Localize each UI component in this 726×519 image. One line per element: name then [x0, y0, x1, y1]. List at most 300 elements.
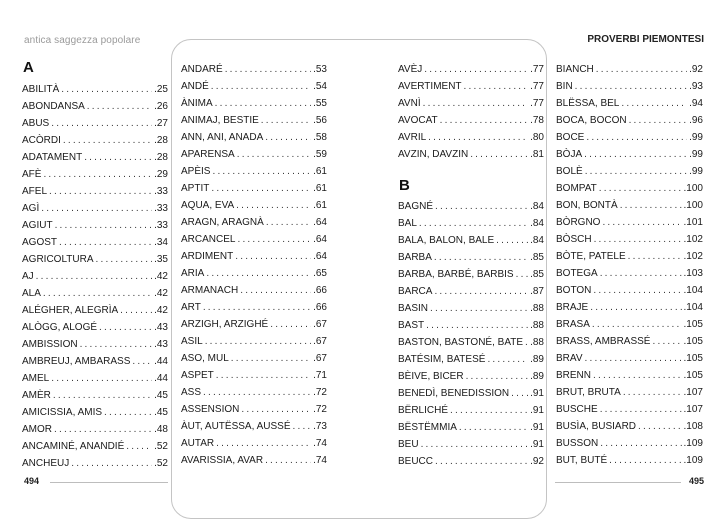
index-entry	[22, 455, 168, 472]
index-entry	[556, 384, 703, 401]
index-entry	[22, 285, 168, 302]
entry-word: BUSSON	[556, 438, 599, 449]
index-entry	[22, 115, 168, 132]
entry-word: AMBREUJ, AMBARASS	[22, 356, 131, 367]
leader-dots	[435, 198, 528, 215]
entry-word: BUSCHE	[556, 404, 598, 415]
leader-dots	[87, 98, 152, 115]
entry-word: BARCA	[398, 286, 433, 297]
entry-page: .102	[683, 234, 703, 245]
entry-page: .35	[154, 254, 168, 265]
index-entry	[398, 146, 544, 163]
entry-word: BENEDÌ, BENEDISSION	[398, 388, 510, 399]
entry-page: .108	[683, 421, 703, 432]
entry-page: .85	[530, 252, 544, 263]
entry-page: .74	[313, 455, 327, 466]
entry-page: .67	[313, 336, 327, 347]
index-entry	[22, 251, 168, 268]
leader-dots	[43, 166, 152, 183]
entry-word: BRAJE	[556, 302, 589, 313]
leader-dots	[211, 180, 311, 197]
leader-dots	[585, 163, 687, 180]
entry-page: .34	[154, 237, 168, 248]
entry-word: ANCHEUJ	[22, 458, 70, 469]
index-entry	[398, 283, 544, 300]
entry-page: .94	[689, 98, 703, 109]
index-entry	[181, 78, 327, 95]
leader-dots	[440, 112, 528, 129]
entry-page: .105	[683, 370, 703, 381]
footer-rule-left	[50, 482, 168, 483]
entry-word: BEUCC	[398, 456, 434, 467]
entry-page: .56	[313, 115, 327, 126]
leader-dots	[225, 61, 311, 78]
entry-page: .64	[313, 217, 327, 228]
entry-word: AVARISSIA, AVAR	[181, 455, 264, 466]
entry-word: BALA, BALON, BALE	[398, 235, 495, 246]
leader-dots	[435, 453, 528, 470]
index-entry	[556, 78, 703, 95]
leader-dots	[592, 316, 682, 333]
index-entry	[181, 435, 327, 452]
entry-page: .104	[683, 302, 703, 313]
entry-page: .55	[313, 98, 327, 109]
entry-word: ADATAMENT	[22, 152, 83, 163]
entry-page: .88	[530, 303, 544, 314]
index-entry	[556, 180, 703, 197]
entry-word: ALÒGG, ALOGÉ	[22, 322, 98, 333]
index-entry	[181, 333, 327, 350]
entry-page: .107	[683, 387, 703, 398]
entry-word: BRUT, BRUTA	[556, 387, 621, 398]
entry-page: .58	[313, 132, 327, 143]
leader-dots	[594, 231, 682, 248]
entry-page: .25	[154, 84, 168, 95]
index-entry	[556, 435, 703, 452]
entry-page: .48	[154, 424, 168, 435]
leader-dots	[584, 146, 687, 163]
leader-dots	[593, 367, 682, 384]
leader-dots	[205, 333, 311, 350]
entry-page: .87	[530, 286, 544, 297]
leader-dots	[126, 438, 152, 455]
entry-page: .91	[530, 388, 544, 399]
leader-dots	[96, 251, 153, 268]
leader-dots	[585, 350, 682, 367]
entry-page: .28	[154, 135, 168, 146]
index-entry	[556, 129, 703, 146]
entry-word: ABONDANSA	[22, 101, 85, 112]
running-header-left: antica saggezza popolare	[24, 35, 141, 46]
entry-page: .96	[689, 115, 703, 126]
index-entry	[22, 217, 168, 234]
leader-dots	[132, 353, 152, 370]
leader-dots	[216, 435, 311, 452]
entry-page: .67	[313, 353, 327, 364]
index-entry	[22, 404, 168, 421]
entry-word: ART	[181, 302, 201, 313]
entry-word: BRASS, AMBRASSÉ	[556, 336, 651, 347]
entry-page: .99	[689, 132, 703, 143]
entry-word: AQUA, EVA	[181, 200, 235, 211]
entry-page: .92	[689, 64, 703, 75]
index-entry	[181, 163, 327, 180]
index-entry	[181, 367, 327, 384]
entry-word: AMICISSIA, AMIS	[22, 407, 103, 418]
entry-word: AMOR	[22, 424, 52, 435]
entry-page: .61	[313, 166, 327, 177]
entry-page: .27	[154, 118, 168, 129]
index-entry	[22, 302, 168, 319]
index-entry	[22, 200, 168, 217]
entry-word: BRASA	[556, 319, 590, 330]
entry-word: AGIUT	[22, 220, 53, 231]
entry-word: AMÈR	[22, 390, 51, 401]
entry-page: .109	[683, 455, 703, 466]
leader-dots	[487, 351, 528, 368]
entry-page: .73	[313, 421, 327, 432]
entry-page: .44	[154, 373, 168, 384]
entry-word: BARBA, BARBÉ, BARBIS	[398, 269, 514, 280]
index-entry	[398, 95, 544, 112]
entry-word: BÒJA	[556, 149, 583, 160]
entry-word: ARDIMENT	[181, 251, 234, 262]
index-column-2	[181, 61, 327, 469]
entry-page: .80	[530, 132, 544, 143]
leader-dots	[206, 265, 311, 282]
leader-dots	[586, 129, 687, 146]
entry-page: .42	[154, 305, 168, 316]
index-entry	[22, 98, 168, 115]
entry-page: .107	[683, 404, 703, 415]
leader-dots	[241, 401, 311, 418]
entry-page: .45	[154, 407, 168, 418]
index-entry	[22, 234, 168, 251]
leader-dots	[434, 249, 528, 266]
index-entry	[22, 336, 168, 353]
leader-dots	[120, 302, 152, 319]
index-entry	[181, 452, 327, 469]
entry-page: .42	[154, 271, 168, 282]
leader-dots	[266, 214, 311, 231]
entry-page: .52	[154, 458, 168, 469]
index-entry	[181, 112, 327, 129]
leader-dots	[652, 333, 681, 350]
entry-page: .59	[313, 149, 327, 160]
leader-dots	[600, 265, 682, 282]
entry-word: BOTEGA	[556, 268, 598, 279]
entry-word: ABUS	[22, 118, 50, 129]
index-entry	[22, 183, 168, 200]
index-entry	[22, 387, 168, 404]
index-entry	[22, 166, 168, 183]
entry-page: .77	[530, 98, 544, 109]
index-entry	[22, 353, 168, 370]
index-entry	[181, 265, 327, 282]
entry-page: .85	[530, 269, 544, 280]
entry-word: ARMANACH	[181, 285, 239, 296]
index-entry	[22, 81, 168, 98]
leader-dots	[623, 384, 682, 401]
index-entry	[22, 421, 168, 438]
leader-dots	[423, 95, 528, 112]
entry-word: BASIN	[398, 303, 429, 314]
entry-word: BATÉSIM, BATESÉ	[398, 354, 486, 365]
index-entry	[22, 132, 168, 149]
entry-word: AFÈ	[22, 169, 42, 180]
entry-word: ÀNIMA	[181, 98, 213, 109]
page-number-left: 494	[24, 476, 40, 486]
index-entry	[181, 350, 327, 367]
entry-page: .104	[683, 285, 703, 296]
entry-word: BËSTËMMIA	[398, 422, 457, 433]
leader-dots	[216, 367, 311, 384]
index-entry	[556, 265, 703, 282]
leader-dots	[459, 419, 528, 436]
entry-page: .84	[530, 235, 544, 246]
leader-dots	[59, 234, 152, 251]
index-entry	[181, 95, 327, 112]
leader-dots	[203, 384, 311, 401]
leader-dots	[99, 319, 152, 336]
entry-page: .109	[683, 438, 703, 449]
index-entry	[398, 112, 544, 129]
index-entry	[181, 214, 327, 231]
index-entry	[398, 215, 544, 232]
leader-dots	[51, 370, 152, 387]
leader-dots	[237, 231, 311, 248]
entry-page: .72	[313, 387, 327, 398]
entry-page: .43	[154, 339, 168, 350]
index-entry	[398, 78, 544, 95]
index-column-3-b-section	[398, 198, 544, 470]
entry-page: .91	[530, 439, 544, 450]
leader-dots	[525, 334, 528, 351]
entry-word: AGÌ	[22, 203, 40, 214]
leader-dots	[496, 232, 528, 249]
leader-dots	[211, 78, 311, 95]
index-entry	[181, 299, 327, 316]
entry-page: .65	[313, 268, 327, 279]
leader-dots	[54, 421, 152, 438]
entry-page: .99	[689, 149, 703, 160]
entry-page: .33	[154, 186, 168, 197]
index-entry	[398, 351, 544, 368]
index-entry	[22, 438, 168, 455]
leader-dots	[470, 146, 528, 163]
entry-word: AUTAR	[181, 438, 215, 449]
leader-dots	[464, 78, 529, 95]
entry-page: .89	[530, 371, 544, 382]
footer-rule-right	[555, 482, 681, 483]
leader-dots	[575, 78, 687, 95]
index-entry	[398, 368, 544, 385]
leader-dots	[104, 404, 152, 421]
entry-page: .54	[313, 81, 327, 92]
entry-page: .99	[689, 166, 703, 177]
entry-page: .102	[683, 251, 703, 262]
entry-word: BAL	[398, 218, 417, 229]
entry-word: BÒTE, PATELE	[556, 251, 626, 262]
leader-dots	[620, 197, 682, 214]
entry-word: BEU	[398, 439, 419, 450]
entry-word: AVNÌ	[398, 98, 421, 109]
entry-word: ASS	[181, 387, 202, 398]
index-entry	[181, 401, 327, 418]
leader-dots	[600, 435, 681, 452]
entry-word: BËRLICHÉ	[398, 405, 449, 416]
entry-word: ACÒRDI	[22, 135, 61, 146]
leader-dots	[84, 149, 152, 166]
index-entry	[181, 180, 327, 197]
leader-dots	[240, 282, 311, 299]
entry-page: .44	[154, 356, 168, 367]
entry-page: .88	[530, 320, 544, 331]
entry-page: .91	[530, 405, 544, 416]
entry-word: AFEL	[22, 186, 48, 197]
index-entry	[398, 61, 544, 78]
entry-page: .53	[313, 64, 327, 75]
index-column-3	[398, 61, 544, 163]
entry-page: .29	[154, 169, 168, 180]
entry-page: .66	[313, 302, 327, 313]
entry-word: ANN, ANI, ANADA	[181, 132, 264, 143]
index-entry	[398, 249, 544, 266]
leader-dots	[49, 183, 152, 200]
entry-word: ASSENSION	[181, 404, 240, 415]
leader-dots	[41, 200, 152, 217]
entry-page: .92	[530, 456, 544, 467]
index-entry	[181, 282, 327, 299]
entry-word: AVOCAT	[398, 115, 438, 126]
entry-word: AVRIL	[398, 132, 427, 143]
index-entry	[556, 214, 703, 231]
leader-dots	[203, 299, 311, 316]
entry-word: BRENN	[556, 370, 592, 381]
index-entry	[22, 370, 168, 387]
entry-word: ASIL	[181, 336, 203, 347]
index-entry	[22, 149, 168, 166]
entry-page: .67	[313, 319, 327, 330]
entry-page: .43	[154, 322, 168, 333]
leader-dots	[466, 368, 529, 385]
index-entry	[22, 268, 168, 285]
leader-dots	[36, 268, 152, 285]
entry-page: .105	[683, 353, 703, 364]
section-letter-a: A	[23, 59, 34, 76]
leader-dots	[450, 402, 528, 419]
entry-page: .74	[313, 438, 327, 449]
entry-word: BRAV	[556, 353, 583, 364]
leader-dots	[596, 61, 687, 78]
entry-word: BLËSSA, BEL	[556, 98, 620, 109]
leader-dots	[231, 350, 311, 367]
entry-page: .61	[313, 183, 327, 194]
index-column-1	[22, 81, 168, 472]
leader-dots	[419, 215, 528, 232]
entry-page: .105	[683, 319, 703, 330]
entry-word: BIN	[556, 81, 573, 92]
index-entry	[398, 266, 544, 283]
index-entry	[556, 112, 703, 129]
entry-word: AVERTIMENT	[398, 81, 462, 92]
leader-dots	[265, 129, 311, 146]
entry-page: .105	[683, 336, 703, 347]
entry-word: ASO, MUL	[181, 353, 229, 364]
entry-page: .81	[530, 149, 544, 160]
entry-page: .64	[313, 234, 327, 245]
index-entry	[181, 197, 327, 214]
entry-word: BOCA, BOCON	[556, 115, 627, 126]
index-entry	[181, 248, 327, 265]
index-column-4	[556, 61, 703, 469]
index-entry	[556, 299, 703, 316]
index-entry	[181, 418, 327, 435]
entry-word: ANCAMINÉ, ANANDIÉ	[22, 441, 125, 452]
entry-page: .89	[530, 354, 544, 365]
entry-word: AVZIN, DAVZIN	[398, 149, 469, 160]
entry-page: .52	[154, 441, 168, 452]
entry-word: AGOST	[22, 237, 58, 248]
index-entry	[556, 197, 703, 214]
entry-word: BOLÈ	[556, 166, 583, 177]
section-letter-b: B	[399, 177, 410, 194]
entry-page: .101	[683, 217, 703, 228]
entry-page: .33	[154, 203, 168, 214]
index-entry	[556, 367, 703, 384]
index-entry	[181, 231, 327, 248]
index-entry	[556, 282, 703, 299]
leader-dots	[43, 285, 152, 302]
index-entry	[556, 316, 703, 333]
entry-word: BAST	[398, 320, 425, 331]
index-entry	[556, 350, 703, 367]
index-entry	[556, 248, 703, 265]
index-entry	[398, 300, 544, 317]
entry-page: .45	[154, 390, 168, 401]
leader-dots	[265, 452, 311, 469]
running-header-right: PROVERBI PIEMONTESI	[587, 34, 704, 45]
entry-word: ALÉGHER, ALEGRÌA	[22, 305, 119, 316]
entry-word: AVÈJ	[398, 64, 423, 75]
leader-dots	[292, 418, 311, 435]
leader-dots	[63, 132, 152, 149]
index-entry	[22, 319, 168, 336]
entry-page: .72	[313, 404, 327, 415]
entry-page: .42	[154, 288, 168, 299]
leader-dots	[71, 455, 152, 472]
entry-word: BÒRGNO	[556, 217, 601, 228]
index-entry	[398, 436, 544, 453]
entry-word: BIANCH	[556, 64, 594, 75]
index-entry	[398, 334, 544, 351]
index-entry	[398, 198, 544, 215]
index-entry	[556, 418, 703, 435]
leader-dots	[428, 129, 528, 146]
entry-page: .103	[683, 268, 703, 279]
entry-page: .88	[530, 337, 544, 348]
entry-word: BOCE	[556, 132, 585, 143]
index-entry	[398, 129, 544, 146]
entry-word: BON, BONTÀ	[556, 200, 618, 211]
leader-dots	[628, 248, 682, 265]
entry-page: .100	[683, 183, 703, 194]
entry-word: BAGNÉ	[398, 201, 434, 212]
index-entry	[398, 419, 544, 436]
entry-word: ARZIGH, ARZIGHÉ	[181, 319, 269, 330]
entry-page: .77	[530, 64, 544, 75]
leader-dots	[600, 401, 682, 418]
